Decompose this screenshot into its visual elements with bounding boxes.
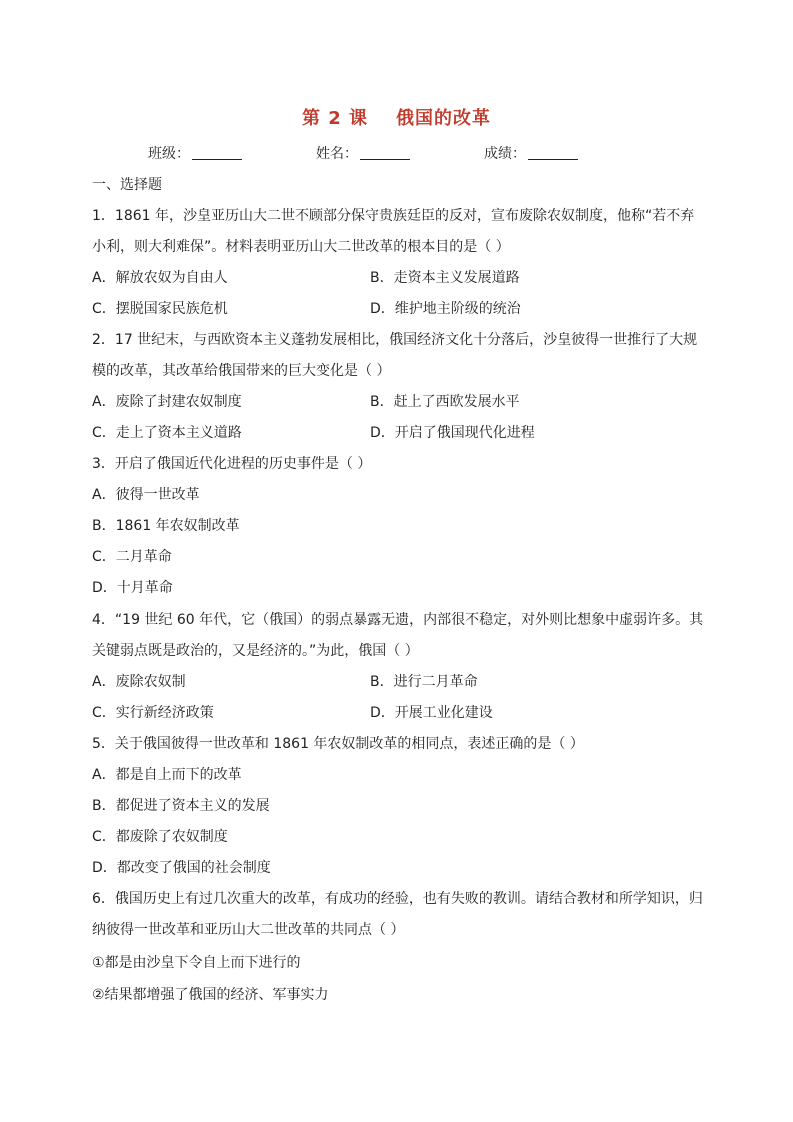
q1-option-a: A．解放农奴为自由人 <box>92 270 228 286</box>
score-label: 成绩： <box>484 146 526 162</box>
name-field <box>316 143 410 163</box>
q2-option-d: D．开启了俄国现代化进程 <box>370 425 535 441</box>
name-blank[interactable] <box>360 145 410 160</box>
q2-option-a: A．废除了封建农奴制度 <box>92 394 242 410</box>
q2-option-c: C．走上了资本主义道路 <box>92 425 242 441</box>
q6-statement-1: ①都是由沙皇下令自上而下进行的 <box>92 955 301 971</box>
q5-option-a: A．都是自上而下的改革 <box>92 767 242 783</box>
q3-stem-line1: 3．开启了俄国近代化进程的历史事件是（ ） <box>92 456 372 472</box>
page-title <box>0 104 793 130</box>
q3-option-a: A．彼得一世改革 <box>92 487 200 503</box>
name-label: 姓名： <box>316 146 358 162</box>
q4-option-b: B．进行二月革命 <box>370 674 478 690</box>
q5-option-b: B．都促进了资本主义的发展 <box>92 798 270 814</box>
q4-option-d: D．开展工业化建设 <box>370 705 493 721</box>
q3-option-c: C．二月革命 <box>92 549 172 565</box>
q2-stem-line2: 模的改革，其改革给俄国带来的巨大变化是（ ） <box>92 363 391 379</box>
lesson-topic: 俄国的改革 <box>396 108 492 129</box>
student-info-row <box>148 143 608 165</box>
q3-option-b: B．1861 年农奴制改革 <box>92 518 240 534</box>
q5-option-d: D．都改变了俄国的社会制度 <box>92 860 271 876</box>
q1-stem-line1: 1．1861 年，沙皇亚历山大二世不顾部分保守贵族廷臣的反对，宣布废除农奴制度，他称“若不弃 <box>92 208 695 224</box>
score-field <box>484 143 578 163</box>
q1-option-c: C．摆脱国家民族危机 <box>92 301 228 317</box>
q4-option-c: C．实行新经济政策 <box>92 705 214 721</box>
q1-option-d: D．维护地主阶级的统治 <box>370 301 521 317</box>
score-blank[interactable] <box>528 145 578 160</box>
q4-option-a: A．废除农奴制 <box>92 674 186 690</box>
section-heading: 一、选择题 <box>92 177 162 193</box>
q1-stem-line2: 小利，则大利难保”。材料表明亚历山大二世改革的根本目的是（ ） <box>92 239 510 255</box>
q5-stem-line1: 5．关于俄国彼得一世改革和 1861 年农奴制改革的相同点，表述正确的是（ ） <box>92 736 584 752</box>
q6-statement-2: ②结果都增强了俄国的经济、军事实力 <box>92 987 329 1003</box>
class-label: 班级： <box>148 146 190 162</box>
q4-stem-line2: 关键弱点既是政治的，又是经济的。”为此，俄国（ ） <box>92 643 419 659</box>
q2-stem-line1: 2．17 世纪末，与西欧资本主义蓬勃发展相比，俄国经济文化十分落后，沙皇彼得一世推行了大规 <box>92 332 698 348</box>
q3-option-d: D．十月革命 <box>92 580 173 596</box>
q5-option-c: C．都废除了农奴制度 <box>92 829 228 845</box>
class-blank[interactable] <box>192 145 242 160</box>
q2-option-b: B．赶上了西欧发展水平 <box>370 394 520 410</box>
q4-stem-line1: 4．“19 世纪 60 年代，它（俄国）的弱点暴露无遗，内部很不稳定，对外则比想象中虚弱许多。其 <box>92 612 704 628</box>
q6-stem-line2: 纳彼得一世改革和亚历山大二世改革的共同点（ ） <box>92 922 405 938</box>
class-field <box>148 143 242 163</box>
lesson-number: 第 2 课 <box>301 108 369 129</box>
q6-stem-line1: 6．俄国历史上有过几次重大的改革，有成功的经验，也有失败的教训。请结合教材和所学知识，归 <box>92 891 703 907</box>
q1-option-b: B．走资本主义发展道路 <box>370 270 520 286</box>
